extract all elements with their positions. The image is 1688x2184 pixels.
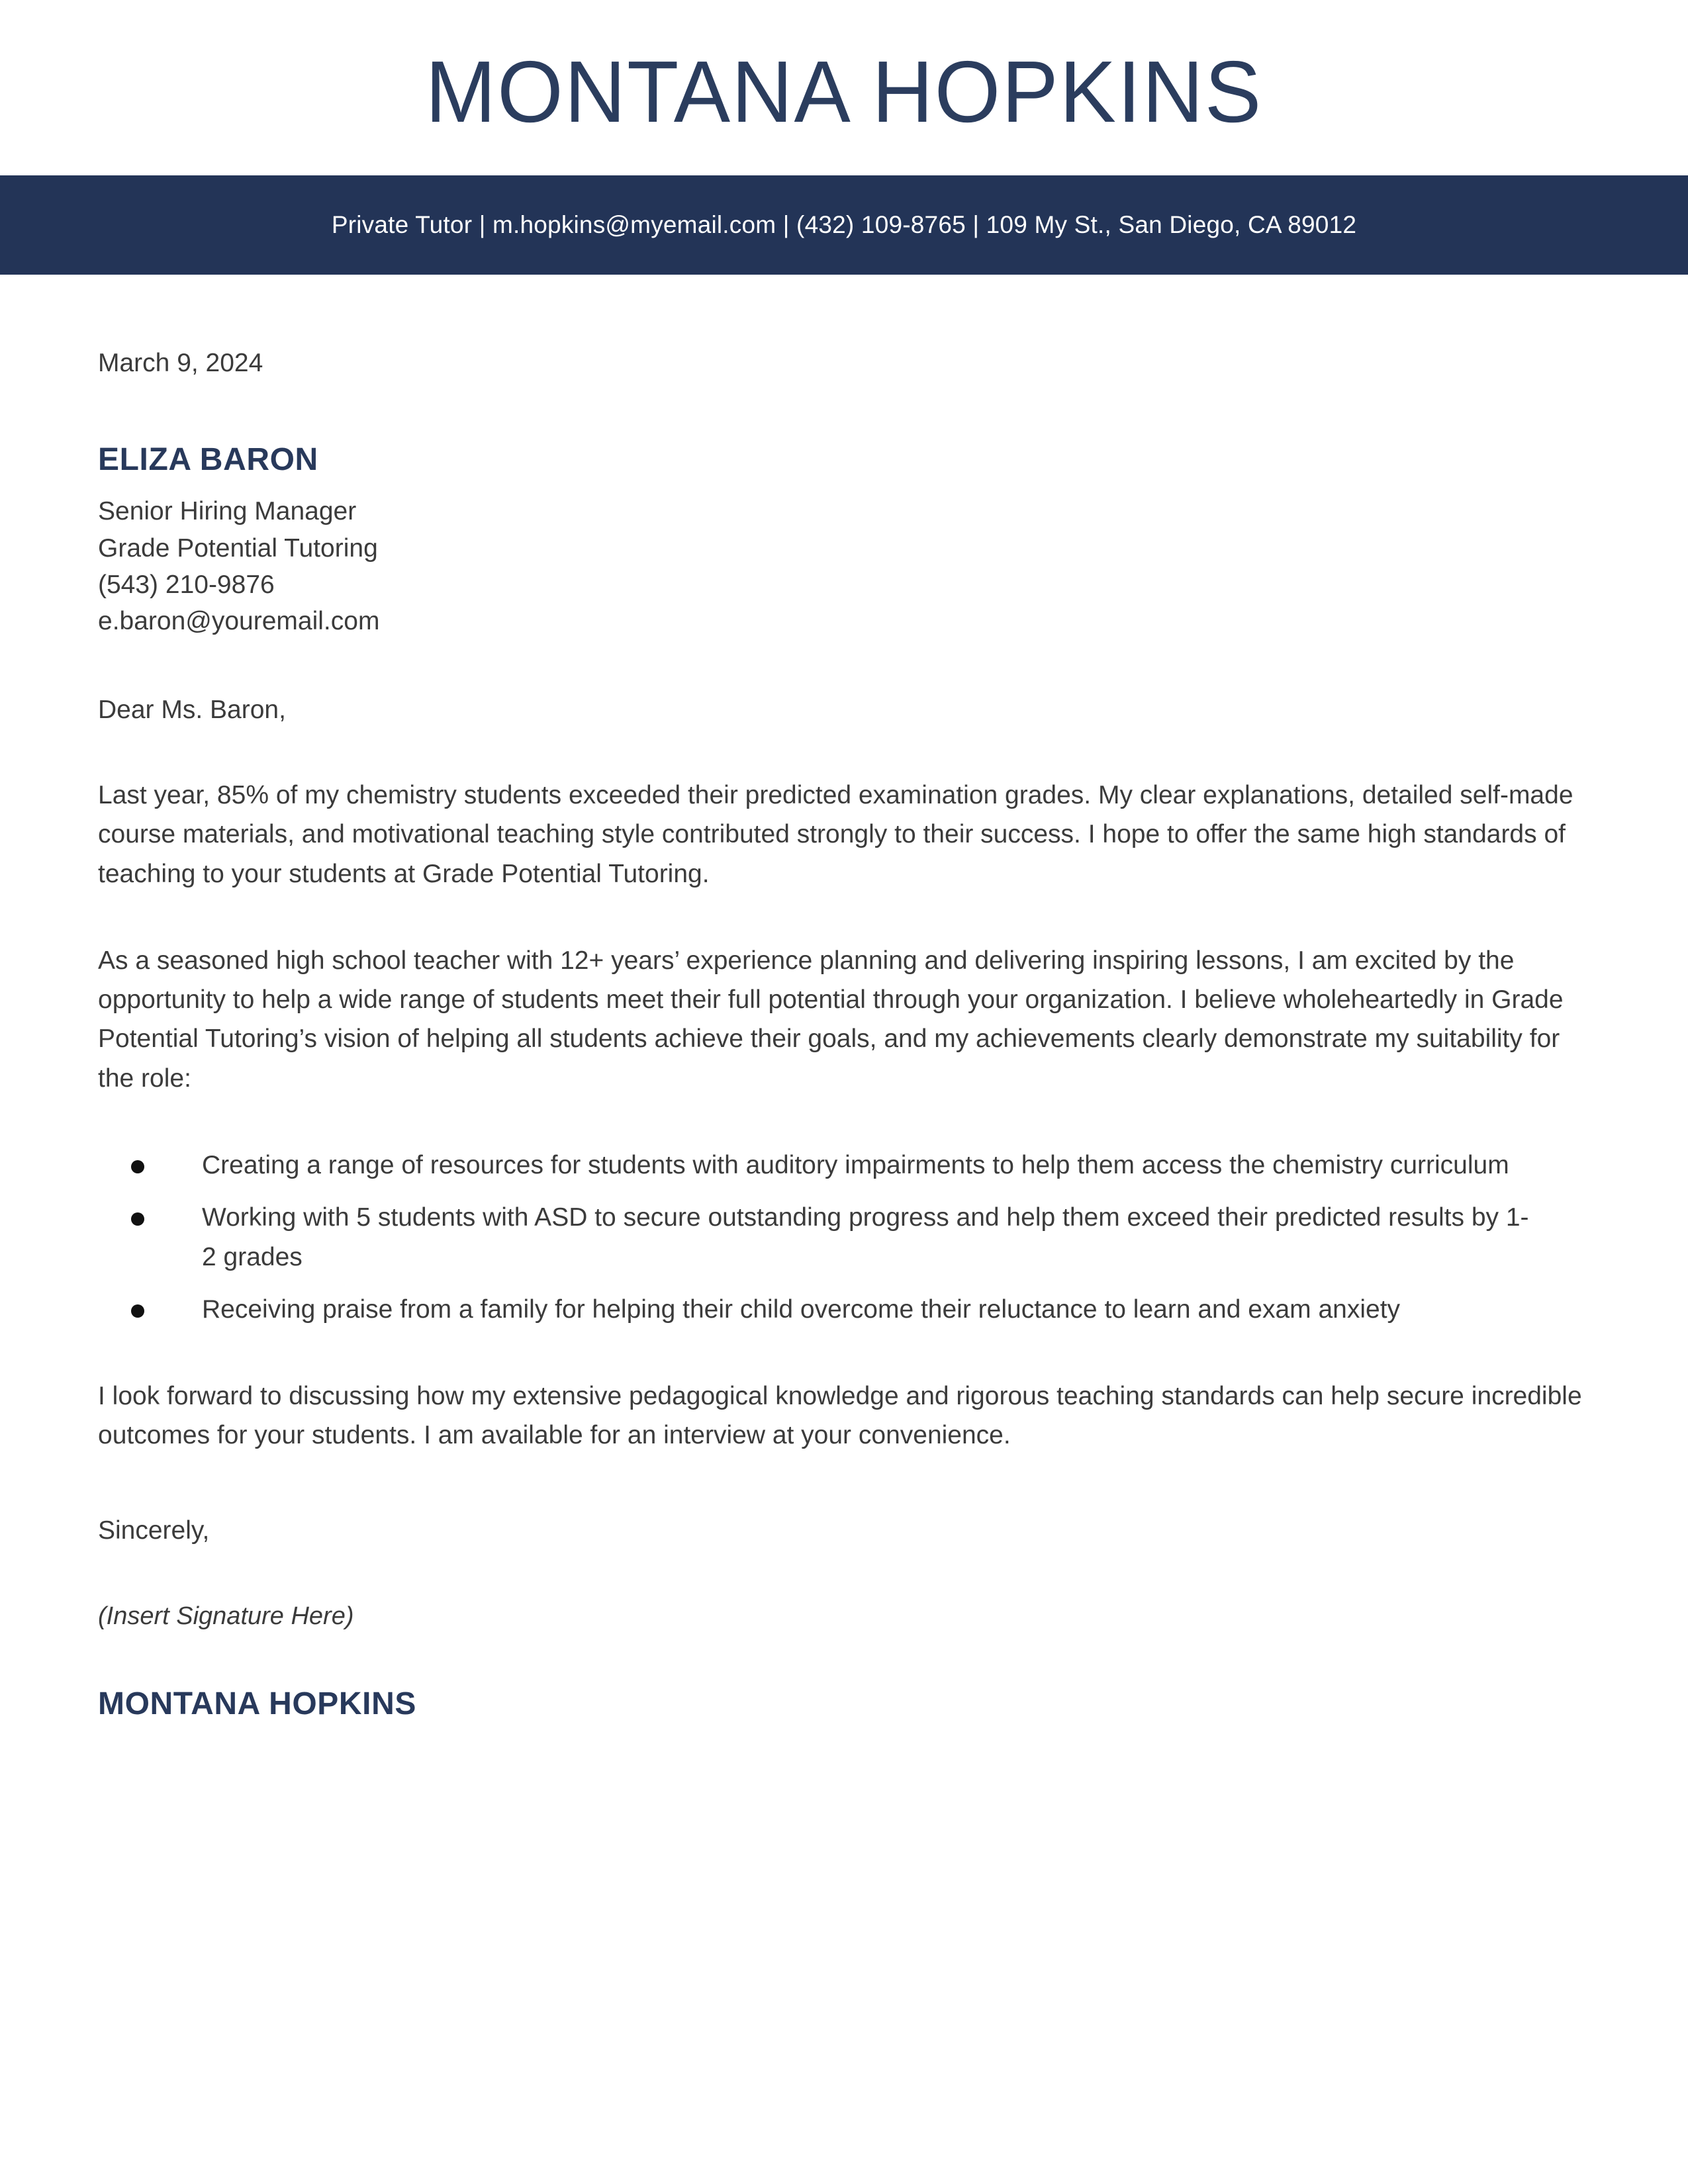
achievements-list [98, 1146, 1587, 1329]
recipient-email: e.baron@youremail.com [98, 607, 380, 636]
salutation: Dear Ms. Baron, [98, 695, 286, 724]
closing-salutation: Sincerely, [98, 1516, 210, 1545]
bullet-point-icon [131, 1212, 144, 1226]
list-item-text: Creating a range of resources for students with auditory impairments to help them access the chemistry curriculum [202, 1150, 1509, 1179]
recipient-block [98, 441, 1587, 640]
bullet-point-icon [131, 1304, 144, 1318]
recipient-name: ELIZA BARON [98, 441, 318, 477]
body-paragraph-final: I look forward to discussing how my extensive pedagogical knowledge and rigorous teaching standards can help secure incredible outcomes for your students. I am available for an interview at your convenience. [98, 1382, 1582, 1450]
list-item [98, 1146, 1539, 1185]
contact-bar [0, 175, 1688, 275]
list-item [98, 1290, 1539, 1329]
letter-date: March 9, 2024 [98, 349, 263, 377]
letter-body [98, 275, 1587, 1723]
recipient-title: Senior Hiring Manager [98, 497, 357, 526]
body-paragraph-1: Last year, 85% of my chemistry students exceeded their predicted examination grades. My clear explanations, detailed self-made course materials, and motivational teaching style contributed strongly to their success. I hope to offer the same high standards of teaching to your students at Grade Potential Tutoring. [98, 781, 1573, 888]
bullet-point-icon [131, 1160, 144, 1173]
list-item-text: Working with 5 students with ASD to secure outstanding progress and help them exceed their predicted results by 1-2 grades [202, 1203, 1529, 1271]
recipient-phone: (543) 210-9876 [98, 570, 275, 599]
signoff-name: MONTANA HOPKINS [98, 1686, 416, 1721]
page-title: MONTANA HOPKINS [425, 42, 1263, 140]
letterhead-name-area [0, 0, 1688, 175]
body-paragraph-2: As a seasoned high school teacher with 12+ years’ experience planning and delivering inspiring lessons, I am excited by the opportunity to help a wide range of students meet their full potential through your organization. I believe wholeheartedly in Grade Potential Tutoring’s vision of helping all students achieve their goals, and my achievements clearly demonstrate my suitability for the role: [98, 946, 1564, 1093]
list-item-text: Receiving praise from a family for helping their child overcome their reluctance to learn and exam anxiety [202, 1295, 1401, 1324]
list-item [98, 1198, 1539, 1277]
contact-details: Private Tutor | m.hopkins@myemail.com | (432) 109-8765 | 109 My St., San Diego, CA 89012 [331, 211, 1357, 238]
recipient-company: Grade Potential Tutoring [98, 533, 378, 563]
signature-placeholder: (Insert Signature Here) [98, 1602, 354, 1630]
